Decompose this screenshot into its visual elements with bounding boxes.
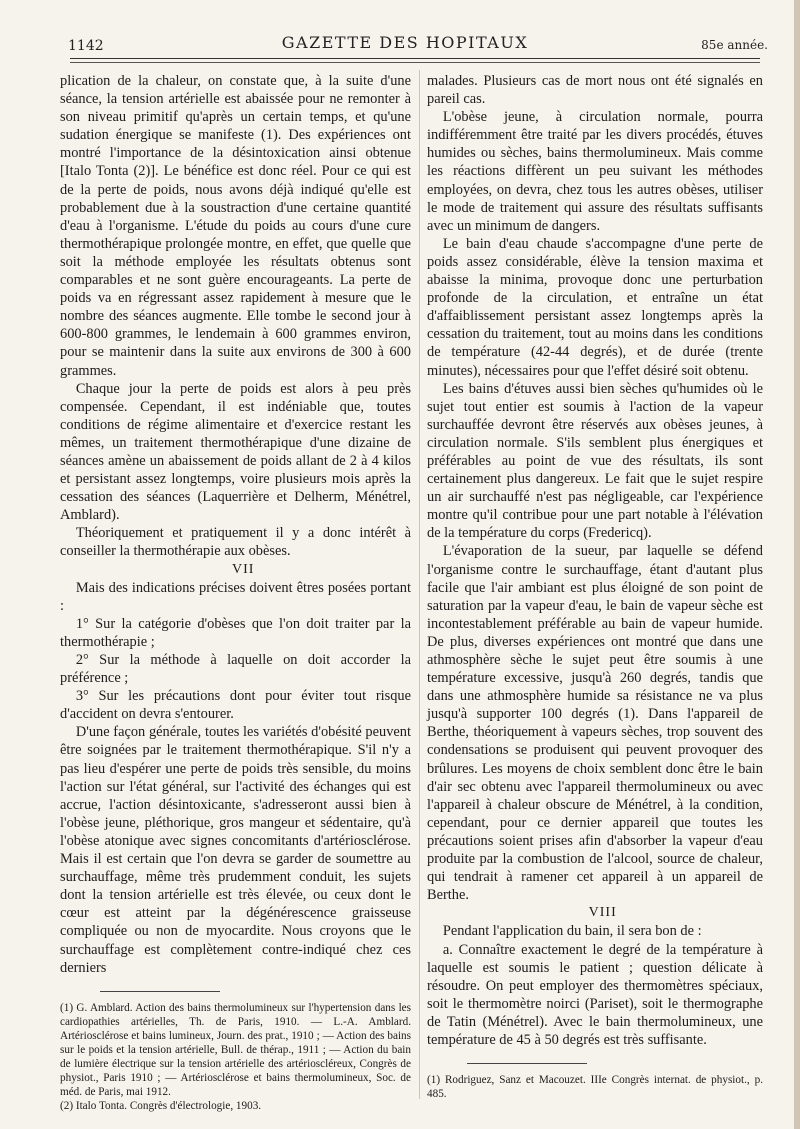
paragraph: Chaque jour la perte de poids est alors à peu près compensée. Cependant, il est indéniable que, toutes conditions de régime alimentaire et d'exercice restant les mêmes, un traitement thermothérapique d'une dizaine de séances amène un abaissement de poids allant de 2 à 4 kilos et persistant assez longtemps, voire plusieurs mois après la cessation des séances (Laquerrière et Delherm, Ménétrel, Amblard).: [60, 380, 411, 524]
paragraph: plication de la chaleur, on constate que, à la suite d'une séance, la tension artérielle est abaissée pour ne remonter à son niveau primitif qu'après un certain temps, et qu'une sudation énergique se manifeste (1). Des expériences ont montré l'importance de la désintoxication ainsi obtenue [Italo Tonta (2)]. Le bénéfice est donc réel. Pour ce qui est de la perte de poids, nous avons déjà indiqué qu'elle est probablement due à la soustraction d'une certaine quantité d'eau à l'organisme. L'étude du poids au cours d'une cure thermothérapique prolongée montre, en effet, que quelle que soit la méthode employée les résultats obtenus sont comparables et ne sont guère encourageants. La perte de poids va en régressant assez rapidement à mesure que le nombre des séances augmente. Elle tombe le second jour à 600-800 grammes, le lendemain à 600 grammes environ, pour se maintenir dans la suite aux environs de 300 à 600 grammes.: [60, 73, 411, 379]
footnote-rule: [100, 991, 220, 992]
paragraph: malades. Plusieurs cas de mort nous ont été signalés en pareil cas.: [427, 73, 763, 108]
journal-title: GAZETTE DES HOPITAUX: [281, 33, 529, 52]
paragraph: Pendant l'application du bain, il sera bon de :: [442, 923, 702, 940]
header-rule: [70, 58, 760, 59]
header-rule-thin: [70, 62, 760, 63]
paragraph: L'évaporation de la sueur, par laquelle se défend l'organisme contre le surchauffage, étant d'autant plus facile que l'air ambiant est plus éloigné de son point de saturation par la vapeur d'eau, le bain de vapeur sèche est incontestablement préférable au bain de vapeur humide. De plus, diverses expériences ont montré que dans une athmosphère sèche le sujet peut être soumis à une température excessive, jusqu'à 260 degrés, tandis que dans une athmosphère humide sa résistance ne va plus jusqu'à supporter 100 degrés (1). Dans l'appareil de Berthe, théoriquement à vapeurs sèches, trop souvent des condensations se produisent qui peuvent provoquer des brûlures. Les moyens de choix semblent donc être le bain d'air sec obtenu avec l'appareil thermolumineux ou avec l'appareil à chaleur obscure de Ménétrel, à la condition, cependant, pour ce dernier appareil que toutes les précautions soient prises afin d'absorber la vapeur d'eau produite par la combustion de l'alcool, source de chaleur, qui tendrait à ramener cet appareil à un appareil de Berthe.: [427, 543, 763, 904]
list-item: 1° Sur la catégorie d'obèses que l'on doit traiter par la thermothérapie ;: [60, 615, 411, 650]
paragraph: Mais des indications précises doivent êtres posées portant :: [60, 579, 411, 614]
paragraph: a. Connaître exactement le degré de la température à laquelle est soumis le patient ; question délicate à résoudre. On peut employer des thermomètres spéciaux, soit le thermomètre noirci (Pariset), soit le thermographe de Tatin (Ménétrel). Avec le bain thermolumineux, une température de 45 à 50 degrés est très suffisante.: [427, 941, 763, 1048]
footnote: (1) G. Amblard. Action des bains thermolumineux sur l'hypertension dans les cardiopathies artérielles, Th. de Paris, 1910. — L.-A. Amblard. Artériosclérose et bains lumineux, Journ. des prat., 1910 ; — Action des bains sur le poids et la tension artérielle, Bull. de thérap., 1911 ; — Action du bain de lumière électrique sur la tension artérielle des artérioscléreux, Congrès de physiot., Paris 1910 ; — Artériosclérose et bains thermolumineux, Soc. de méd. de Paris, mai 1912.: [60, 1001, 411, 1098]
list-item: 2° Sur la méthode à laquelle on doit accorder la préférence ;: [60, 652, 411, 687]
left-column: [60, 72, 411, 1113]
page-number: 1142: [68, 38, 104, 54]
right-column: [427, 72, 763, 1101]
section-heading: VIII: [588, 905, 617, 921]
paragraph: Les bains d'étuves aussi bien sèches qu'humides où le sujet tout entier est soumis à l'action de la vapeur surchauffée devront être réservés aux obèses jeunes, à circulation normale. S'ils semblent plus énergiques et préférables au point de vue des résultats, ils sont certainement plus dangereux. Le fait que le sujet respire un air surchauffé n'est pas négligeable, car l'expérience montre qu'il contribue pour une part notable à l'élévation de la température du corps (Fredericq).: [427, 380, 763, 542]
paragraph: Le bain d'eau chaude s'accompagne d'une perte de poids assez considérable, élève la tension maxima et abaisse la minima, provoque donc une perturbation profonde de la circulation, et entraîne un état d'affaiblissement persistant assez longtemps après la cessation du traitement, tout au moins dans les conditions de température (42-44 degrés), et de durée (trente minutes), nécessaires pour que l'effet désiré soit obtenu.: [427, 235, 763, 379]
footnote: (1) Rodriguez, Sanz et Macouzet. IIIe Congrès internat. de physiot., p. 485.: [427, 1074, 763, 1101]
column-divider: [419, 70, 420, 1099]
footnote: (2) Italo Tonta. Congrès d'électrologie, 1903.: [60, 1099, 262, 1112]
paragraph: D'une façon générale, toutes les variétés d'obésité peuvent être soignées par le traitement thermothérapique. S'il n'y a pas lieu d'espérer une perte de poids très sensible, du moins l'action sur l'état général, sur l'activité des échanges qui est accrue, l'action désintoxicante, s'adresseront aussi bien à l'obèse jeune, pléthorique, gros mangeur et sédentaire, qu'à l'obèse atonique avec signes concomitants d'artériosclérose. Mais il est certain que l'on devra se garder de soumettre au surchauffage, même très prudemment conduit, les sujets dont la tension artérielle est très élevée, ou ceux dont le cœur est atteint par la dégénérescence graisseuse compliquée ou non de myocardite. Nous croyons que le surchauffage est complètement contre-indiqué chez ces derniers: [60, 724, 411, 976]
volume-year: 85e année.: [701, 38, 768, 52]
list-item: 3° Sur les précautions dont pour éviter tout risque d'accident on devra s'entourer.: [60, 688, 411, 723]
page-edge: [794, 0, 800, 1129]
page-header: [40, 28, 770, 58]
section-heading: VII: [231, 561, 255, 577]
paragraph: Théoriquement et pratiquement il y a donc intérêt à conseiller la thermothérapie aux obèses.: [60, 525, 411, 560]
footnote-rule: [467, 1063, 587, 1064]
paragraph: L'obèse jeune, à circulation normale, pourra indifféremment être traité par les divers procédés, étuves humides ou sèches, bains thermolumineux. Mais comme les réactions diffèrent un peu suivant les méthodes employées, on devra, chez tous les autres obèses, utiliser le mode de traitement qui assure des résultats suffisants avec un minimum de dangers.: [427, 109, 763, 234]
